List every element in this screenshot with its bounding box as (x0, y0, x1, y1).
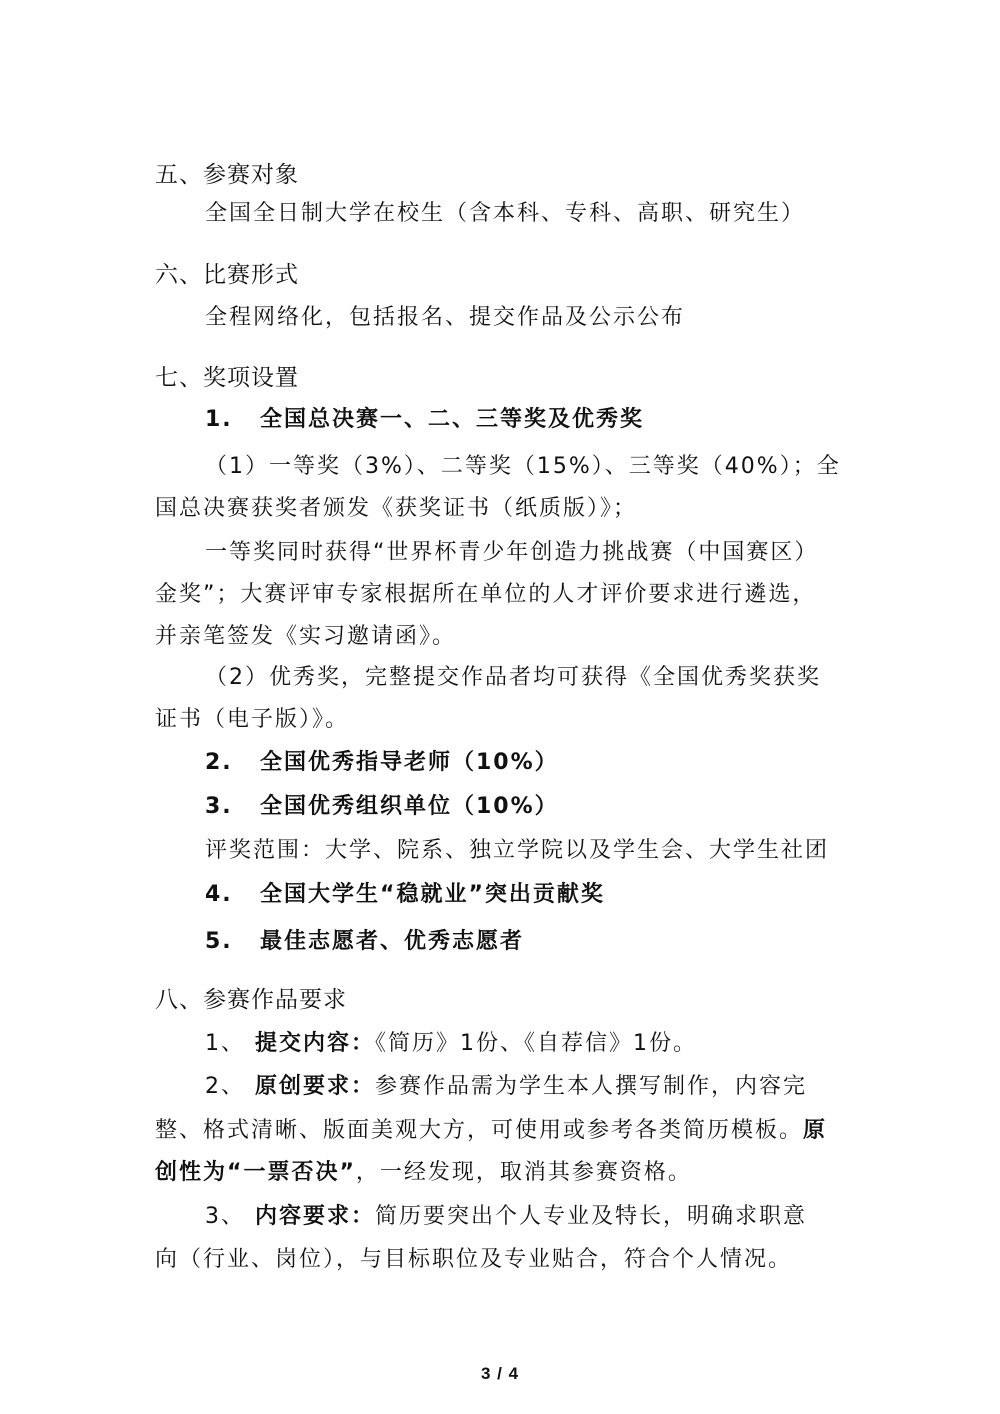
award-item-1 (205, 405, 644, 435)
award-item-label: 全国优秀指导老师（10%） (260, 750, 559, 775)
requirement-number: 2、 (205, 1074, 245, 1099)
award-paragraph-2-line-3: 并亲笔签发《实习邀请函》。 (155, 624, 457, 649)
award-item-label: 全国优秀组织单位（10%） (260, 794, 559, 819)
award-paragraph-2-line-2: 金奖”；大赛评审专家根据所在单位的人才评价要求进行遴选， (155, 582, 817, 607)
award-item-label: 全国总决赛一、二、三等奖及优秀奖 (260, 407, 645, 432)
requirement-label: 提交内容： (255, 1031, 376, 1056)
requirement-text: 《简历》1份、《自荐信》1份。 (375, 1031, 698, 1056)
requirement-text-bold: 创性为“一票否决” (155, 1160, 356, 1185)
award-paragraph-3-line-1: （2）优秀奖，完整提交作品者均可获得《全国优秀奖获奖 (205, 665, 821, 690)
award-item-label: 全国大学生“稳就业”突出贡献奖 (260, 882, 605, 907)
requirement-1 (205, 1029, 697, 1059)
requirement-text: 简历要突出个人专业及特长，明确求职意 (375, 1204, 808, 1229)
award-paragraph-2-line-1: 一等奖同时获得“世界杯青少年创造力挑战赛（中国赛区） (205, 540, 819, 565)
section-heading-6: 六、比赛形式 (155, 262, 299, 288)
section-heading-5: 五、参赛对象 (155, 162, 299, 188)
section-heading-7: 七、奖项设置 (155, 365, 299, 391)
requirement-text: ，一经发现，取消其参赛资格。 (355, 1160, 692, 1185)
award-item-number: 5. (205, 929, 233, 954)
award-item-number: 2. (205, 750, 233, 775)
award-item-number: 3. (205, 794, 233, 819)
award-item-2 (205, 748, 559, 778)
requirement-2-line-3 (155, 1158, 692, 1188)
requirement-2-line-1 (205, 1072, 807, 1102)
requirement-label: 原创要求： (255, 1074, 376, 1099)
page-number: 3 / 4 (480, 1364, 520, 1383)
requirement-number: 1、 (205, 1031, 245, 1056)
section-body-6: 全程网络化，包括报名、提交作品及公示公布 (205, 305, 686, 330)
award-item-4 (205, 880, 605, 910)
award-paragraph-1-line-2: 国总决赛获奖者颁发《获奖证书（纸质版）》； (155, 496, 638, 521)
section-heading-8: 八、参赛作品要求 (155, 987, 347, 1013)
requirement-label: 内容要求： (255, 1204, 376, 1229)
award-item-number: 1. (205, 407, 233, 432)
requirement-3-line-2: 向（行业、岗位），与目标职位及专业贴合，符合个人情况。 (155, 1247, 793, 1272)
award-paragraph-3-line-2: 证书（电子版）》。 (155, 707, 350, 732)
award-paragraph-1-line-1: （1）一等奖（3%）、二等奖（15%）、三等奖（40%）；全 (205, 454, 841, 479)
requirement-number: 3、 (205, 1204, 245, 1229)
section-body-5: 全国全日制大学在校生（含本科、专科、高职、研究生） (205, 201, 806, 226)
requirement-text-bold: 原 (803, 1118, 828, 1143)
requirement-text: 参赛作品需为学生本人撰写制作，内容完 (375, 1074, 808, 1099)
requirement-3-line-1 (205, 1202, 807, 1232)
award-item-number: 4. (205, 882, 233, 907)
requirement-text: 整、格式清晰、版面美观大方，可使用或参考各类简历模板。 (155, 1118, 804, 1143)
award-scope: 评奖范围：大学、院系、独立学院以及学生会、大学生社团 (205, 838, 830, 863)
award-item-3 (205, 792, 559, 822)
award-item-5 (205, 927, 524, 957)
award-item-label: 最佳志愿者、优秀志愿者 (260, 929, 525, 954)
requirement-2-line-2 (155, 1116, 827, 1146)
